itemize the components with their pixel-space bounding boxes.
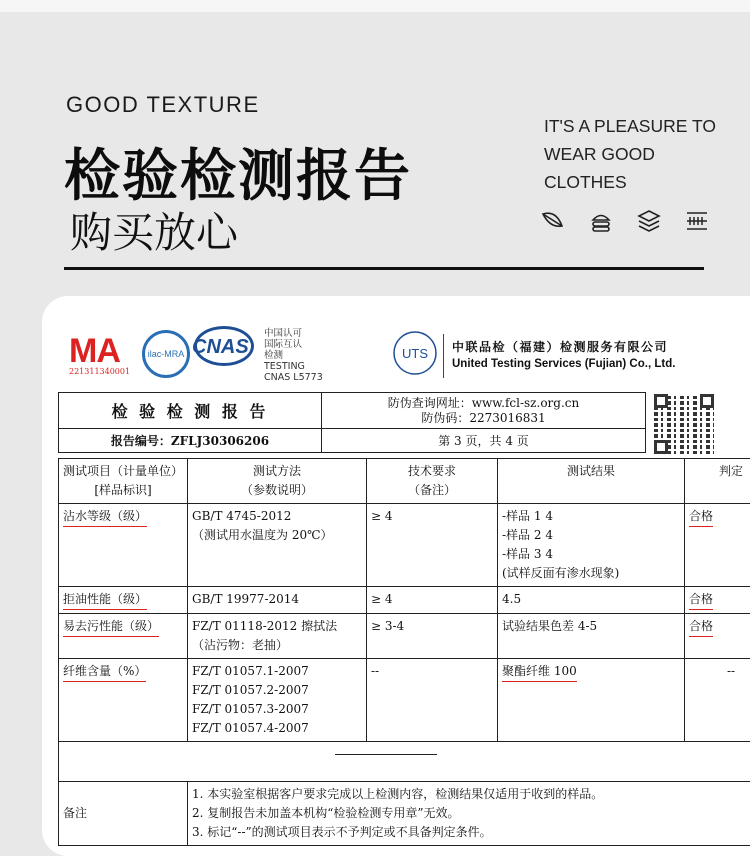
table-row bbox=[59, 504, 750, 587]
remarks bbox=[188, 782, 750, 846]
row-req: -- bbox=[367, 659, 498, 742]
table-row bbox=[59, 614, 750, 659]
col-verdict: 判定 bbox=[685, 459, 750, 504]
remark-line: 1. 本实验室根据客户要求完成以上检测内容，检测结果仅适用于收到的样品。 bbox=[192, 785, 750, 804]
uts-logo bbox=[392, 330, 438, 376]
col-method: 测试方法 （参数说明） bbox=[188, 459, 367, 504]
ma-number: 221311340001 bbox=[69, 367, 130, 376]
row-verdict: 合格 bbox=[689, 617, 713, 637]
table-row bbox=[59, 587, 750, 614]
ma-logo bbox=[69, 332, 130, 376]
svg-text:UTS: UTS bbox=[402, 346, 428, 361]
lab-name-cn: 中联品检（福建）检测服务有限公司 bbox=[452, 338, 668, 355]
remark-label: 备注 bbox=[59, 782, 188, 846]
remarks-row bbox=[59, 782, 750, 846]
verify-url: 防伪查询网址：www.fcl-sz.org.cn bbox=[322, 396, 645, 411]
chinese-title: 检验检测报告 bbox=[64, 132, 412, 212]
logo-separator bbox=[443, 334, 444, 378]
cnas-line: 中国认可 bbox=[264, 328, 323, 339]
report-header-table bbox=[58, 392, 646, 453]
qr-code bbox=[654, 394, 714, 454]
cnas-line: TESTING bbox=[264, 361, 323, 372]
verify-code: 防伪码：2273016831 bbox=[322, 411, 645, 426]
row-method: FZ/T 01118-2012 擦拭法 （沾污物：老抽） bbox=[188, 614, 367, 659]
test-report bbox=[42, 296, 750, 856]
blank-row bbox=[59, 742, 750, 782]
table-row bbox=[59, 659, 750, 742]
remark-line: 2. 复制报告未加盖本机构“检验检测专用章”无效。 bbox=[192, 804, 750, 823]
slogan-line: CLOTHES bbox=[544, 168, 716, 196]
verify-info bbox=[322, 393, 646, 429]
row-method: GB/T 19977-2014 bbox=[188, 587, 367, 614]
english-title: GOOD TEXTURE bbox=[66, 92, 260, 118]
report-number: 报告编号：ZFLJ30306206 bbox=[59, 429, 322, 453]
top-band bbox=[0, 0, 750, 12]
report-card bbox=[42, 296, 750, 856]
remark-line: 3. 标记“--”的测试项目表示不予判定或不具备判定条件。 bbox=[192, 823, 750, 842]
page-info: 第 3 页，共 4 页 bbox=[322, 429, 646, 453]
lab-name-en: United Testing Services (Fujian) Co., Ltd. bbox=[452, 358, 675, 370]
row-result: 聚酯纤维 100 bbox=[502, 662, 577, 682]
cnas-text bbox=[264, 328, 323, 383]
row-item: 拒油性能（级） bbox=[63, 590, 147, 610]
slogan-line: IT'S A PLEASURE TO bbox=[544, 112, 716, 140]
feature-icons bbox=[540, 208, 710, 234]
cnas-logo: CNAS bbox=[192, 336, 249, 359]
row-verdict: -- bbox=[685, 659, 750, 742]
layers-icon bbox=[636, 208, 662, 234]
col-requirement: 技术要求 （备注） bbox=[367, 459, 498, 504]
chinese-subtitle: 购买放心 bbox=[70, 200, 238, 260]
cnas-line: 检测 bbox=[264, 350, 323, 361]
row-verdict: 合格 bbox=[689, 590, 713, 610]
ma-mark: MA bbox=[69, 332, 130, 371]
ilac-logo: ilac-MRA bbox=[142, 330, 190, 378]
row-result: 4.5 bbox=[498, 587, 685, 614]
col-result: 测试结果 bbox=[498, 459, 685, 504]
row-result: -样品 1 4 -样品 2 4 -样品 3 4 (试样反面有渗水现象) bbox=[498, 504, 685, 587]
row-result: 试验结果色差 4-5 bbox=[498, 614, 685, 659]
leaf-icon bbox=[540, 208, 566, 234]
row-item: 沾水等级（级） bbox=[63, 507, 147, 527]
stack-icon bbox=[588, 208, 614, 234]
results-table bbox=[58, 458, 750, 846]
divider bbox=[64, 267, 704, 270]
row-req: ≥ 4 bbox=[367, 587, 498, 614]
cnas-line: 国际互认 bbox=[264, 339, 323, 350]
col-item: 测试项目（计量单位） [样品标识] bbox=[59, 459, 188, 504]
row-item: 易去污性能（级） bbox=[63, 617, 159, 637]
row-method: GB/T 4745-2012 （测试用水温度为 20℃） bbox=[188, 504, 367, 587]
slogan bbox=[544, 112, 716, 196]
row-method: FZ/T 01057.1-2007 FZ/T 01057.2-2007 FZ/T 01057.3-2007 FZ/T 01057.4-2007 bbox=[188, 659, 367, 742]
row-req: ≥ 4 bbox=[367, 504, 498, 587]
slogan-line: WEAR GOOD bbox=[544, 140, 716, 168]
row-req: ≥ 3-4 bbox=[367, 614, 498, 659]
cnas-line: CNAS L5773 bbox=[264, 372, 323, 383]
report-title: 检 验 检 测 报 告 bbox=[59, 393, 322, 429]
row-verdict: 合格 bbox=[689, 507, 713, 527]
row-item: 纤维含量（%） bbox=[63, 662, 146, 682]
fabric-icon bbox=[684, 208, 710, 234]
